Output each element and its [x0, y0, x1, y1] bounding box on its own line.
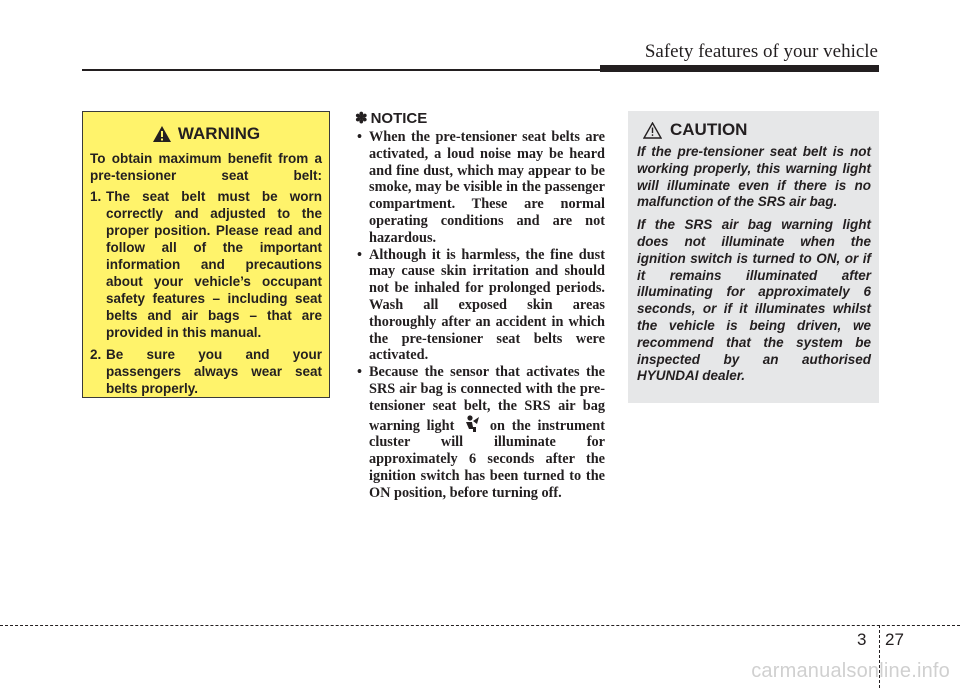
notice-item-text-before: Because the sensor that activates the SRS air bag is connected with the pre-tensioner seat belt, the SRS air bag warning light — [369, 364, 605, 434]
notice-symbol: ✽ — [355, 110, 368, 127]
warning-triangle-icon — [152, 125, 172, 143]
watermark: carmanualsonline.info — [751, 660, 950, 682]
notice-section — [355, 109, 605, 502]
caution-title: CAUTION — [670, 120, 748, 139]
warning-intro: To obtain maximum benefit from a pre-tensioner seat belt: — [90, 151, 322, 183]
warning-list — [90, 188, 322, 397]
warning-title: WARNING — [177, 124, 261, 143]
page-header-title: Safety features of your vehicle — [644, 41, 878, 62]
warning-item-number: 2. — [90, 347, 102, 362]
caution-title-row — [637, 120, 871, 140]
warning-item — [90, 346, 322, 397]
warning-title-row — [90, 124, 322, 144]
notice-item-text: When the pre-tensioner seat belts are activated, a loud noise may be heard and fine dust, which may appear to be smoke, may be visible in the passenger compartment. These are normal operating conditions and are not hazardous. — [369, 129, 605, 246]
bullet: • — [357, 246, 363, 263]
warning-box — [82, 111, 330, 398]
warning-item-text: The seat belt must be worn correctly and adjusted to the proper position. Please read and follow all of the important information and precautions about your vehicle’s occupant safety features – including seat belts and air bags – that are provided in this manual. — [106, 189, 322, 340]
chapter-number: 3 — [857, 630, 867, 649]
notice-item-text-after: on the instrument cluster will illuminate for approximately 6 seconds after the ignition switch has been turned to the ON position, before turning off. — [369, 417, 605, 501]
caution-triangle-icon — [643, 122, 662, 139]
notice-list — [355, 129, 605, 502]
warning-item — [90, 188, 322, 341]
notice-item-text: Although it is harmless, the fine dust may cause skin irritation and should not be inhaled for prolonged periods. Wash all exposed skin areas thoroughly after an accident in which the pre-tensioner seat belts were activated. — [369, 246, 605, 364]
notice-item — [355, 247, 605, 365]
caution-body — [637, 144, 871, 385]
bullet: • — [357, 364, 363, 381]
caution-paragraph: If the SRS air bag warning light does not illuminate when the ignition switch is turned to ON, or if it remains illuminated after illuminating for approximately 6 seconds, or if it illuminates whilst the vehicle is being driven, we recommend that the system be inspected by an authorised HYUNDAI dealer. — [637, 217, 871, 384]
notice-title: NOTICE — [370, 109, 428, 127]
warning-item-number: 1. — [90, 189, 102, 204]
notice-item — [355, 129, 605, 247]
notice-item — [355, 364, 605, 501]
airbag-warning-icon — [464, 415, 480, 433]
caution-paragraph: If the pre-tensioner seat belt is not working properly, this warning light will illuminate even if there is no malfunction of the SRS air bag. — [637, 144, 871, 210]
bullet: • — [357, 129, 363, 145]
page-number: 27 — [885, 630, 904, 649]
header-rule — [82, 69, 879, 71]
footer-rule — [0, 625, 960, 626]
warning-item-text: Be sure you and your passengers always wear seat belts properly. — [106, 347, 322, 396]
caution-box — [628, 111, 879, 403]
warning-body — [90, 150, 322, 397]
notice-title-row — [355, 109, 605, 127]
